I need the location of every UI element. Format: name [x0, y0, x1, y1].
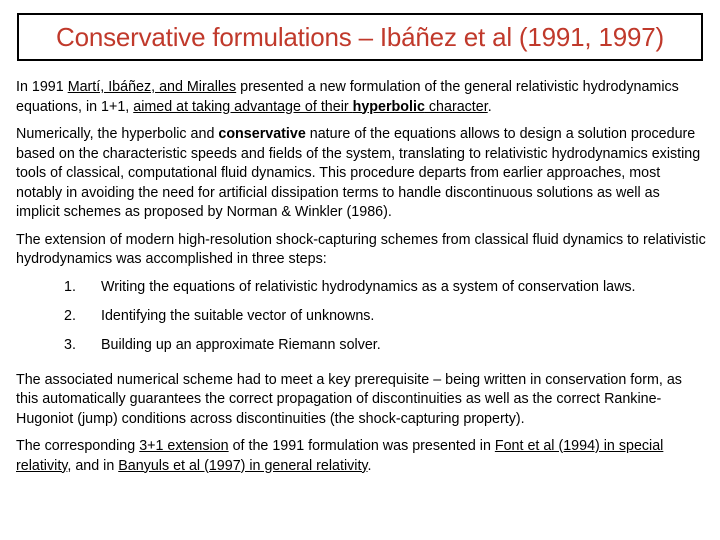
corr-text-d: . [367, 457, 372, 474]
conservative-bold: conservative [218, 126, 306, 142]
paragraph-extension: The extension of modern high-resolution shock-capturing schemes from classical fluid dynamics to relativistic hydrodynamics was accomplished in three steps: [16, 231, 706, 267]
step-text: Building up an approximate Riemann solver. [101, 336, 381, 353]
hyperbolic-bold: hyperbolic [352, 98, 425, 115]
extension-link[interactable]: 3+1 extension [139, 438, 229, 454]
authors-link[interactable]: Martí, Ibáñez, and Miralles [67, 79, 237, 95]
paragraph-numerics [16, 125, 706, 223]
intro-text-b: presented a new formulation of the general relativistic hydrodynamics equations, in 1+1, [16, 79, 679, 115]
step-number: 2. [64, 307, 76, 324]
slide-title: Conservative formulations – Ibáñez et al (1991, 1997) [56, 21, 664, 52]
slide-content [16, 78, 706, 484]
paragraph-scheme: The associated numerical scheme had to meet a key prerequisite – being written in conservation form, as this automatically guarantees the correct propagation of discontinuities as well as the correct Rankine-Hugoniot (jump) conditions across discontinuities (the shock-capturing property). [16, 371, 682, 427]
hyperbolic-link[interactable]: aimed at taking advantage of their hyperbolic character [133, 98, 488, 115]
title-box [17, 13, 703, 61]
banyuls-link[interactable]: Banyuls et al (1997) in general relativity [118, 457, 368, 474]
font-link[interactable]: Font et al (1994) in special relativity [16, 438, 664, 474]
numerics-text-a: Numerically, the hyperbolic and [16, 126, 219, 142]
numerics-text-b: nature of the equations allows to design a solution procedure based on the characteristic speeds and fields of the system, translating to relativistic hydrodynamics existing tools of classical, computational fluid dynamics. This procedure departs from earlier approaches, most notably in avoiding the need for artificial dissipation terms to handle discontinuous solutions as well as implicit schemes as proposed by Norman & Winkler (1986). [16, 126, 701, 220]
corr-text-b: of the 1991 formulation was presented in [228, 438, 495, 454]
step-number: 1. [64, 278, 76, 295]
corr-text-c: , and in [67, 457, 119, 474]
step-text: Writing the equations of relativistic hydrodynamics as a system of conservation laws. [101, 278, 636, 295]
list-item [16, 278, 706, 307]
steps-list [16, 278, 706, 365]
list-item [16, 307, 706, 336]
intro-text-a: In 1991 [16, 79, 68, 95]
paragraph-corresponding [16, 437, 706, 476]
step-text: Identifying the suitable vector of unknowns. [101, 307, 375, 324]
paragraph-intro [16, 78, 706, 117]
corr-text-a: The corresponding [16, 438, 140, 454]
list-item [16, 336, 706, 365]
step-number: 3. [64, 336, 76, 353]
intro-text-c: . [487, 98, 492, 115]
